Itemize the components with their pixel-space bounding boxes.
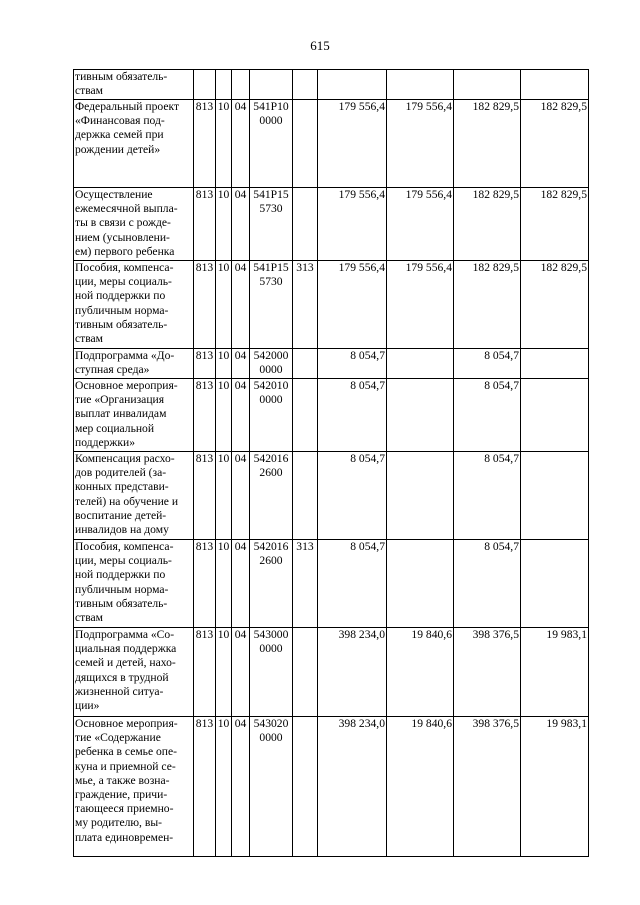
row-name-cell: Пособия, компенса- ции, меры социаль- ной поддержки по публичным норма- тивным обязатель- ствам [74, 540, 194, 628]
sum-2-cell [387, 349, 454, 379]
section-cell: 10 [216, 540, 232, 628]
sum-1-cell: 8 054,7 [318, 379, 387, 452]
sum-2-cell [387, 540, 454, 628]
sum-3-cell: 8 054,7 [454, 540, 521, 628]
sum-2-cell: 179 556,4 [387, 188, 454, 261]
row-name-cell: Пособия, компенса- ции, меры социаль- ной поддержки по публичным норма- тивным обязатель- ствам [74, 261, 194, 349]
subsection-cell: 04 [232, 349, 250, 379]
section-cell: 10 [216, 379, 232, 452]
sum-4-cell: 19 983,1 [521, 717, 589, 857]
sum-1-cell: 398 234,0 [318, 628, 387, 717]
admin-code-cell: 813 [194, 540, 216, 628]
page-number: 615 [310, 38, 330, 53]
section-cell: 10 [216, 188, 232, 261]
subsection-cell: 04 [232, 540, 250, 628]
table-row [74, 628, 589, 717]
row-name-cell: Основное мероприя- тие «Содержание ребенка в семье опе- куна и приемной се- мье, а также возна- граждение, причи- тающееся приемно- му родителю, вы- плата единовремен- [74, 717, 194, 857]
target-article-cell: 542010 0000 [250, 379, 293, 452]
sum-4-cell [521, 379, 589, 452]
sum-4-cell [521, 540, 589, 628]
expense-type-cell [293, 70, 318, 100]
admin-code-cell: 813 [194, 261, 216, 349]
subsection-cell: 04 [232, 188, 250, 261]
sum-3-cell: 182 829,5 [454, 188, 521, 261]
expense-type-cell [293, 100, 318, 188]
expense-type-cell [293, 188, 318, 261]
section-cell: 10 [216, 349, 232, 379]
target-article-cell: 542016 2600 [250, 540, 293, 628]
sum-4-cell [521, 70, 589, 100]
sum-1-cell: 179 556,4 [318, 100, 387, 188]
row-name-cell: Федеральный проект «Финансовая под- держка семей при рождении детей» [74, 100, 194, 188]
table-row [74, 188, 589, 261]
section-cell: 10 [216, 717, 232, 857]
subsection-cell: 04 [232, 261, 250, 349]
sum-3-cell: 182 829,5 [454, 100, 521, 188]
sum-4-cell: 182 829,5 [521, 100, 589, 188]
table-row [74, 717, 589, 857]
table-row [74, 540, 589, 628]
target-article-cell: 542016 2600 [250, 452, 293, 540]
expense-type-cell [293, 717, 318, 857]
section-cell: 10 [216, 628, 232, 717]
sum-2-cell: 19 840,6 [387, 717, 454, 857]
section-cell: 10 [216, 261, 232, 349]
section-cell: 10 [216, 452, 232, 540]
expense-type-cell [293, 349, 318, 379]
sum-2-cell [387, 379, 454, 452]
admin-code-cell: 813 [194, 628, 216, 717]
target-article-cell: 541P10 0000 [250, 100, 293, 188]
target-article-cell: 543000 0000 [250, 628, 293, 717]
sum-2-cell: 179 556,4 [387, 100, 454, 188]
target-article-cell: 541P15 5730 [250, 188, 293, 261]
admin-code-cell: 813 [194, 717, 216, 857]
sum-3-cell: 8 054,7 [454, 349, 521, 379]
sum-4-cell [521, 349, 589, 379]
subsection-cell: 04 [232, 628, 250, 717]
sum-3-cell: 8 054,7 [454, 452, 521, 540]
target-article-cell: 541P15 5730 [250, 261, 293, 349]
row-name-cell: Осуществление ежемесячной выпла- ты в связи с рожде- нием (усыновлени- ем) первого ребенка [74, 188, 194, 261]
sum-1-cell: 8 054,7 [318, 452, 387, 540]
table-row [74, 100, 589, 188]
expense-type-cell: 313 [293, 540, 318, 628]
target-article-cell: 543020 0000 [250, 717, 293, 857]
subsection-cell: 04 [232, 379, 250, 452]
admin-code-cell: 813 [194, 100, 216, 188]
sum-3-cell: 398 376,5 [454, 717, 521, 857]
sum-1-cell: 179 556,4 [318, 188, 387, 261]
sum-1-cell: 179 556,4 [318, 261, 387, 349]
admin-code-cell: 813 [194, 379, 216, 452]
subsection-cell: 04 [232, 717, 250, 857]
subsection-cell: 04 [232, 452, 250, 540]
target-article-cell: 542000 0000 [250, 349, 293, 379]
table-row [74, 70, 589, 100]
row-name-cell: Подпрограмма «Со- циальная поддержка семей и детей, нахо- дящихся в трудной жизненной ситуа- ции» [74, 628, 194, 717]
expense-type-cell [293, 379, 318, 452]
target-article-cell [250, 70, 293, 100]
section-cell: 10 [216, 100, 232, 188]
sum-1-cell: 8 054,7 [318, 349, 387, 379]
sum-1-cell [318, 70, 387, 100]
admin-code-cell: 813 [194, 188, 216, 261]
sum-2-cell: 179 556,4 [387, 261, 454, 349]
row-name-cell: Основное мероприя- тие «Организация выплат инвалидам мер социальной поддержки» [74, 379, 194, 452]
sum-3-cell: 398 376,5 [454, 628, 521, 717]
sum-2-cell [387, 452, 454, 540]
sum-1-cell: 8 054,7 [318, 540, 387, 628]
expense-type-cell [293, 452, 318, 540]
sum-4-cell: 19 983,1 [521, 628, 589, 717]
admin-code-cell: 813 [194, 349, 216, 379]
sum-2-cell: 19 840,6 [387, 628, 454, 717]
sum-3-cell [454, 70, 521, 100]
subsection-cell [232, 70, 250, 100]
admin-code-cell [194, 70, 216, 100]
admin-code-cell: 813 [194, 452, 216, 540]
sum-4-cell: 182 829,5 [521, 261, 589, 349]
expense-type-cell: 313 [293, 261, 318, 349]
row-name-cell: тивным обязатель- ствам [74, 70, 194, 100]
table-row [74, 261, 589, 349]
row-name-cell: Компенсация расхо- дов родителей (за- конных представи- телей) на обучение и воспитание детей- инвалидов на дому [74, 452, 194, 540]
expense-type-cell [293, 628, 318, 717]
sum-4-cell: 182 829,5 [521, 188, 589, 261]
sum-3-cell: 182 829,5 [454, 261, 521, 349]
sum-2-cell [387, 70, 454, 100]
sum-1-cell: 398 234,0 [318, 717, 387, 857]
row-name-cell: Подпрограмма «До- ступная среда» [74, 349, 194, 379]
subsection-cell: 04 [232, 100, 250, 188]
table-row [74, 452, 589, 540]
budget-table [73, 69, 589, 857]
sum-4-cell [521, 452, 589, 540]
table-row [74, 379, 589, 452]
budget-table-body [74, 70, 589, 857]
sum-3-cell: 8 054,7 [454, 379, 521, 452]
section-cell [216, 70, 232, 100]
table-row [74, 349, 589, 379]
